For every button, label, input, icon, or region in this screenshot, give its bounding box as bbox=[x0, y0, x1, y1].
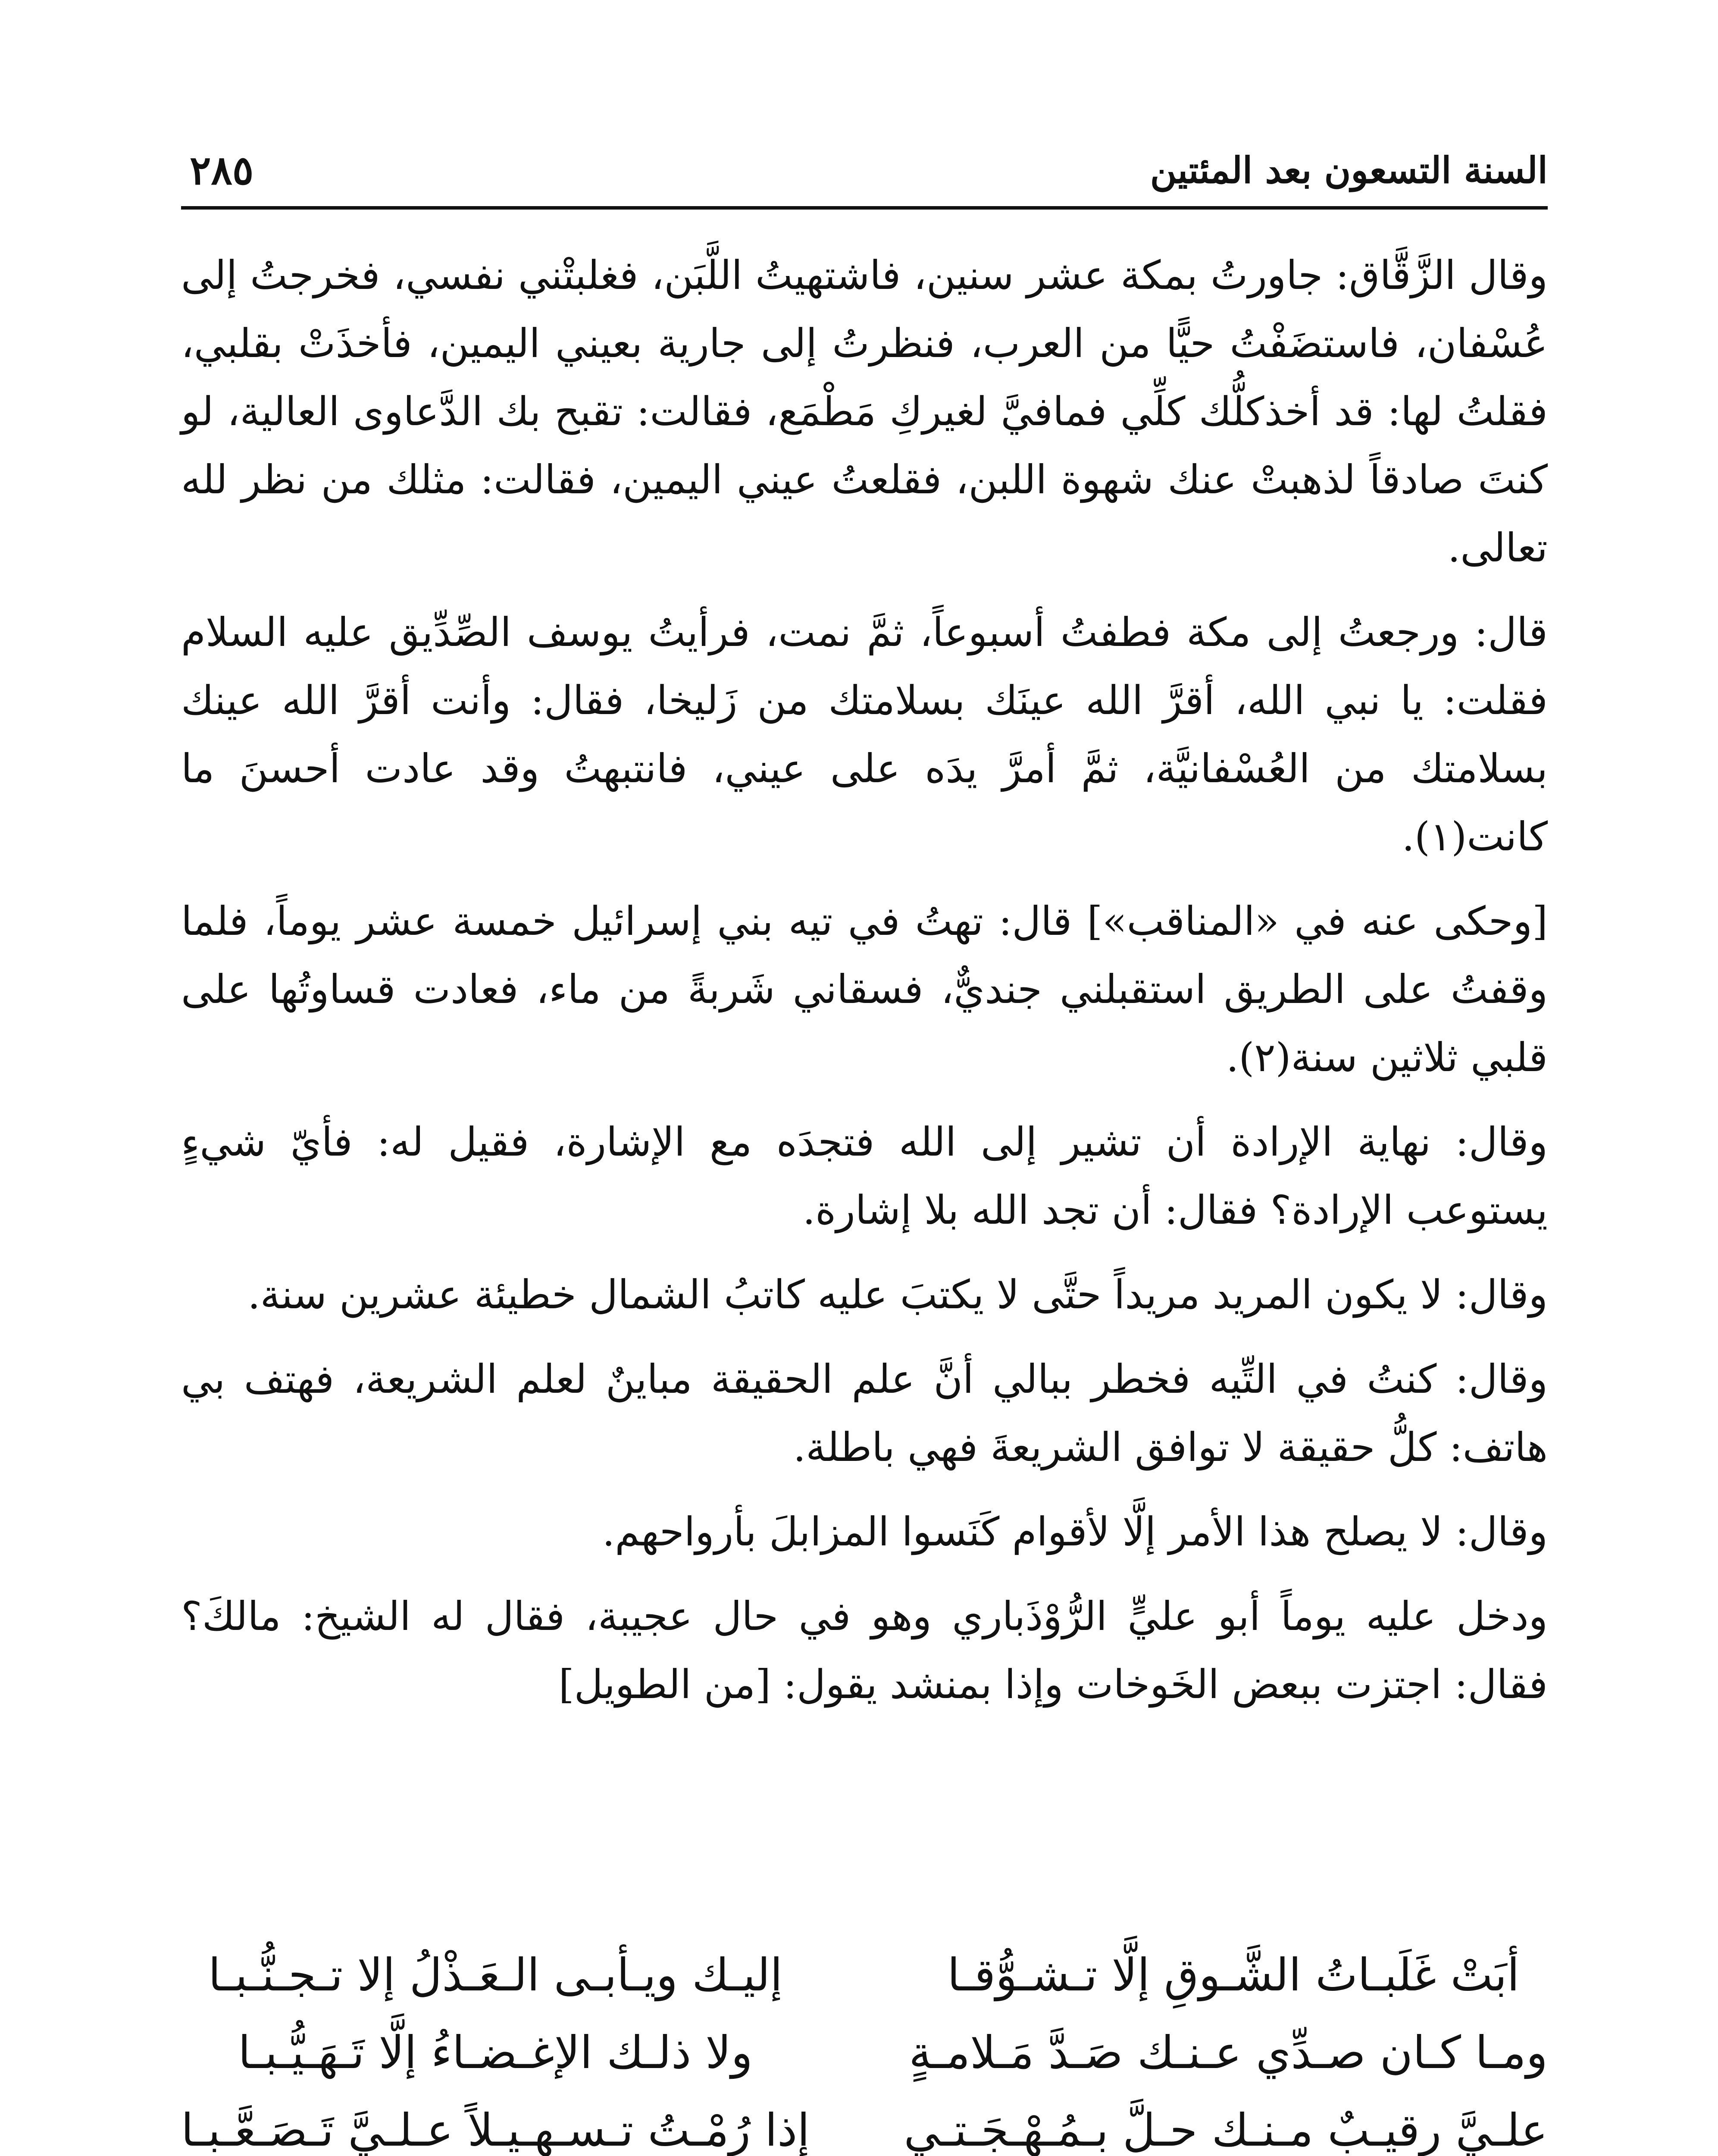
header-rule bbox=[181, 206, 1548, 210]
verse-second-hemistich: إذا رُمْـتُ تـسـهـيـلاً عـلـيَّ تَـصَـعَّـبـا bbox=[181, 2104, 810, 2156]
verse-second-hemistich: ولا ذلـك الإغـضـاءُ إلَّا تَـهَـيُّـبـا bbox=[238, 2026, 753, 2079]
poem-verse bbox=[181, 2091, 1548, 2156]
body-text bbox=[181, 241, 1548, 1735]
poem bbox=[181, 1936, 1548, 2156]
paragraph: قال: ورجعتُ إلى مكة فطفتُ أسبوعاً، ثمَّ نمت، فرأيتُ يوسف الصِّدِّيق عليه السلام فقلت: يا نبي الله، أقرَّ الله عينَك بسلامتك من زَليخا، فقال: وأنت أقرَّ الله عينك بسلامتك من العُسْفانيَّة، ثمَّ أمرَّ يدَه على عيني، فانتبهتُ وقد عادت أحسنَ ما كانت(١). bbox=[181, 609, 1548, 860]
paragraph: وقال: نهاية الإرادة أن تشير إلى الله فتجدَه مع الإشارة، فقيل له: فأيّ شيءٍ يستوعب الإرادة؟ فقال: أن تجد الله بلا إشارة. bbox=[181, 1119, 1548, 1233]
paragraph: ودخل عليه يوماً أبو عليٍّ الرُّوْذَباري وهو في حال عجيبة، فقال له الشيخ: مالكَ؟ فقال: اجتزت ببعض الخَوخات وإذا بمنشد يقول: [من الطويل] bbox=[181, 1593, 1548, 1708]
paragraph: [وحكى عنه في «المناقب»] قال: تهتُ في تيه بني إسرائيل خمسة عشر يوماً، فلما وقفتُ على الطريق استقبلني جنديٌّ، فسقاني شَربةً من ماء، فعادت قساوتُها على قلبي ثلاثين سنة(٢). bbox=[181, 898, 1548, 1081]
paragraph: وقال: لا يصلح هذا الأمر إلَّا لأقوام كَنَسوا المزابلَ بأرواحهم. bbox=[602, 1509, 1548, 1555]
verse-first-hemistich: علـيَّ رقيـبٌ مـنـك حـلَّ بـمُـهْـجَـتـي bbox=[904, 2104, 1548, 2156]
page-number: ٢٨٥ bbox=[190, 147, 254, 194]
verse-first-hemistich: ومـا كـان صـدِّي عـنـك صَـدَّ مَـلامـةٍ bbox=[909, 2026, 1548, 2079]
paragraph: وقال: لا يكون المريد مريداً حتَّى لا يكتبَ عليه كاتبُ الشمال خطيئة عشرين سنة. bbox=[247, 1272, 1548, 1318]
paragraph: وقال: كنتُ في التِّيه فخطر ببالي أنَّ علم الحقيقة مباينٌ لعلم الشريعة، فهتف بي هاتف: كلُّ حقيقة لا توافق الشريعةَ فهي باطلة. bbox=[181, 1356, 1548, 1470]
verse-second-hemistich: إليـك ويـأبـى الـعَـذْلُ إلا تـجـنُّـبـا bbox=[208, 1949, 783, 2001]
paragraph: وقال الزَّقَّاق: جاورتُ بمكة عشر سنين، فاشتهيتُ اللَّبَن، فغلبتْني نفسي، فخرجتُ إلى عُسْفان، فاستضَفْتُ حيًّا من العرب، فنظرتُ إلى جارية بعيني اليمين، فأخذَتْ بقلبي، فقلتُ لها: قد أخذكلُّك كلِّي فمافيَّ لغيركِ مَطْمَع، فقالت: تقبح بك الدَّعاوى العالية، لو كنتَ صادقاً لذهبتْ عنك شهوة اللبن، فقلعتُ عيني اليمين، فقالت: مثلك من نظر لله تعالى. bbox=[181, 252, 1548, 571]
running-title: السنة التسعون بعد المئتين bbox=[1150, 149, 1548, 191]
verse-first-hemistich: أبَتْ غَلَبـاتُ الشَّـوقِ إلَّا تـشـوُّقـا bbox=[947, 1949, 1520, 2001]
poem-verse bbox=[181, 2014, 1548, 2091]
page-header bbox=[181, 142, 1548, 207]
poem-verse bbox=[181, 1936, 1548, 2014]
